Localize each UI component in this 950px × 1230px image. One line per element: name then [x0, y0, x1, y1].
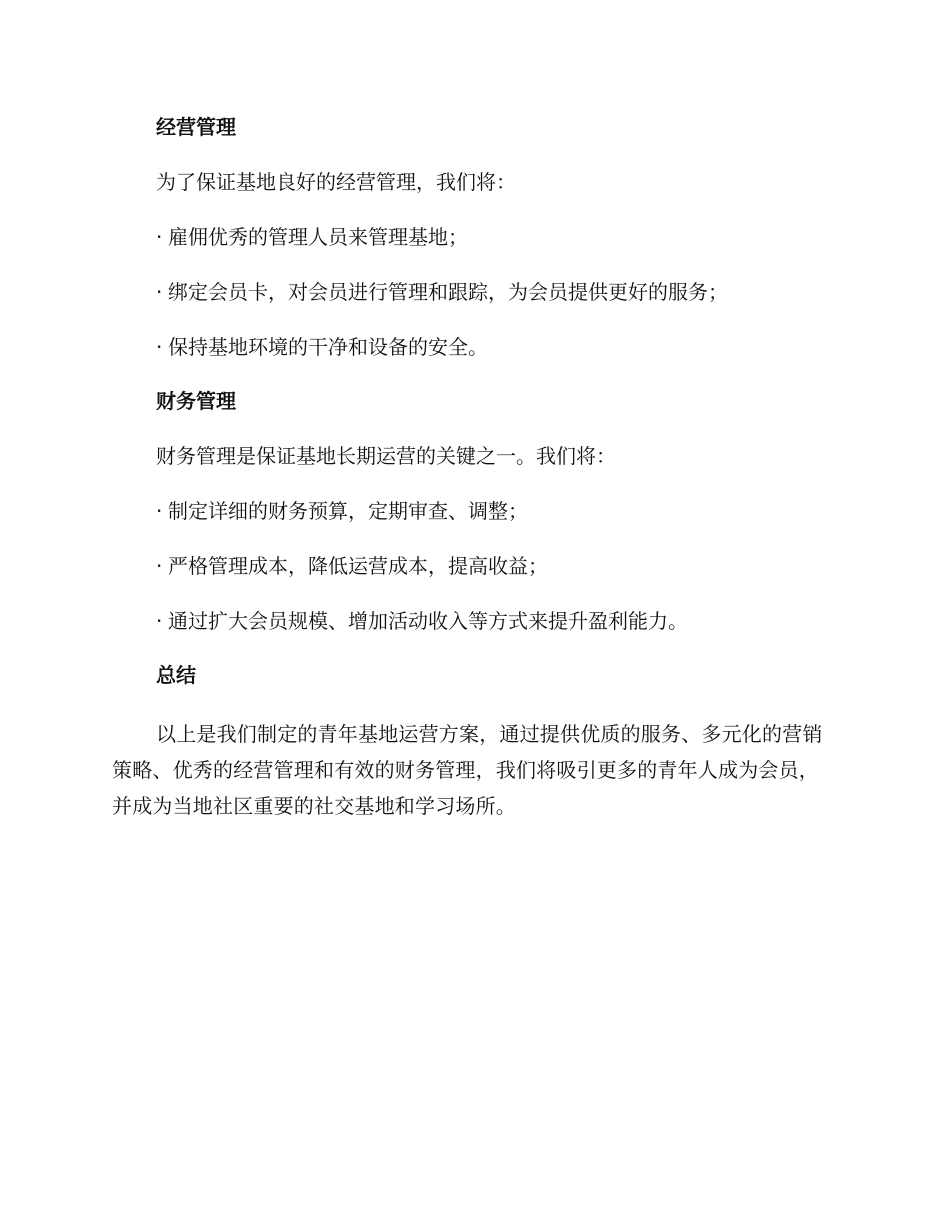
operations-bullet-item — [156, 278, 728, 306]
section-heading-finance: 财务管理 — [156, 389, 236, 413]
finance-bullet-item — [156, 497, 528, 525]
bullet-icon: · — [156, 499, 163, 523]
bullet-icon: · — [156, 225, 163, 249]
bullet-text: 制定详细的财务预算，定期审查、调整； — [168, 499, 528, 523]
bullet-icon: · — [156, 554, 163, 578]
section-heading-summary: 总结 — [156, 663, 196, 687]
bullet-text: 严格管理成本，降低运营成本，提高收益； — [168, 554, 548, 578]
finance-bullet-item — [156, 552, 548, 580]
summary-paragraph: 以上是我们制定的青年基地运营方案，通过提供优质的服务、多元化的营销策略、优秀的经营管理和有效的财务管理，我们将吸引更多的青年人成为会员，并成为当地社区重要的社交基地和学习场所。 — [112, 722, 823, 818]
bullet-text: 雇佣优秀的管理人员来管理基地； — [168, 225, 468, 249]
section-heading-operations: 经营管理 — [156, 115, 236, 139]
bullet-text: 通过扩大会员规模、增加活动收入等方式来提升盈利能力。 — [168, 609, 688, 633]
bullet-icon: · — [156, 609, 163, 633]
bullet-icon: · — [156, 335, 163, 359]
bullet-text: 绑定会员卡，对会员进行管理和跟踪，为会员提供更好的服务； — [168, 280, 728, 304]
finance-intro: 财务管理是保证基地长期运营的关键之一。我们将： — [156, 444, 616, 468]
finance-bullet-item — [156, 607, 688, 635]
operations-bullet-item — [156, 333, 488, 361]
bullet-icon: · — [156, 280, 163, 304]
operations-intro: 为了保证基地良好的经营管理，我们将： — [156, 170, 516, 194]
bullet-text: 保持基地环境的干净和设备的安全。 — [168, 335, 488, 359]
operations-bullet-item — [156, 223, 468, 251]
